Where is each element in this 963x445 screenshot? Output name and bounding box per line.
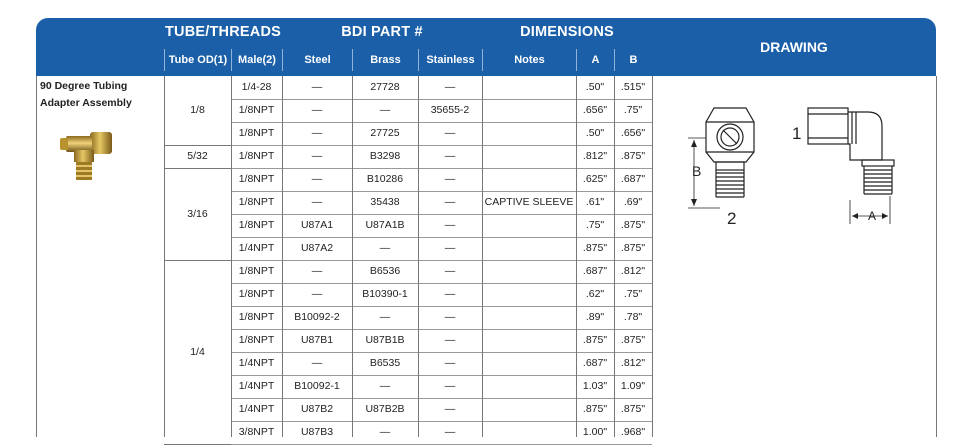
- dimension-b-label: B: [692, 163, 702, 179]
- table-cell-a: .75": [585, 219, 605, 231]
- table-cell-male: 1/8NPT: [238, 334, 275, 346]
- table-cell-brass: —: [379, 242, 391, 254]
- table-cell-b: .687": [620, 173, 646, 185]
- table-cell-brass: U87A1B: [365, 219, 405, 231]
- column-divider: [352, 76, 353, 437]
- table-cell-steel: B10092-2: [294, 311, 340, 323]
- table-cell-brass: B3298: [369, 150, 401, 162]
- table-cell-male: 1/4NPT: [238, 242, 275, 254]
- column-header: A: [576, 49, 614, 71]
- table-cell-male: 1/4NPT: [238, 380, 275, 392]
- table-cell-notes: [482, 329, 576, 352]
- table-cell-notes: [482, 76, 576, 99]
- table-cell-b: .78": [623, 311, 643, 323]
- side-view: [808, 108, 894, 224]
- table-cell-brass: B10390-1: [362, 288, 408, 300]
- table-cell-male: 1/8NPT: [238, 265, 275, 277]
- table-cell-notes: [482, 237, 576, 260]
- table-cell-a: .875": [582, 242, 608, 254]
- table-cell-male: 1/4NPT: [238, 357, 275, 369]
- table-cell-steel: U87B3: [300, 426, 334, 438]
- table-cell-steel: —: [311, 357, 323, 369]
- table-cell-a: .656": [582, 104, 608, 116]
- table-cell-stainless: —: [444, 334, 456, 346]
- callout-1-label: 1: [792, 124, 802, 143]
- table-cell-male: 1/8NPT: [238, 288, 275, 300]
- table-cell-notes: [482, 421, 576, 444]
- table-cell-steel: —: [311, 150, 323, 162]
- table-cell-b: 1.09": [620, 380, 646, 392]
- table-cell-brass: —: [379, 104, 391, 116]
- table-cell-a: .61": [585, 196, 605, 208]
- table-cell-a: 1.00": [582, 426, 608, 438]
- column-divider: [652, 76, 653, 437]
- table-cell-male: 1/4-28: [241, 81, 272, 93]
- table-cell-a: .687": [582, 265, 608, 277]
- column-header: B: [614, 49, 652, 71]
- table-cell-b: .515": [620, 81, 646, 93]
- table-cell-notes: [482, 375, 576, 398]
- table-cell-brass: B6535: [369, 357, 401, 369]
- column-divider: [576, 76, 577, 437]
- table-cell-b: .875": [620, 334, 646, 346]
- table-cell-brass: B10286: [366, 173, 404, 185]
- table-cell-a: .50": [585, 127, 605, 139]
- table-cell-brass: —: [379, 380, 391, 392]
- table-cell-steel: —: [311, 173, 323, 185]
- table-cell-b: .812": [620, 265, 646, 277]
- table-cell-notes: [482, 168, 576, 191]
- table-cell-steel: U87B1: [300, 334, 334, 346]
- table-cell-stainless: —: [444, 150, 456, 162]
- table-cell-notes: [482, 260, 576, 283]
- column-header: Tube OD(1): [164, 49, 231, 71]
- front-view: [688, 108, 754, 208]
- table-cell-a: .812": [582, 150, 608, 162]
- table-cell-brass: B6536: [369, 265, 401, 277]
- table-cell-male: 1/8NPT: [238, 173, 275, 185]
- table-cell-notes: [482, 398, 576, 421]
- table-cell-b: .75": [623, 288, 643, 300]
- table-cell-steel: —: [311, 104, 323, 116]
- column-divider: [418, 76, 419, 437]
- column-header: Notes: [482, 49, 576, 71]
- table-cell-steel: —: [311, 196, 323, 208]
- table-cell-stainless: —: [444, 380, 456, 392]
- column-divider: [36, 76, 37, 437]
- tube-od-cell: 1/4: [190, 346, 205, 358]
- table-cell-brass: U87B2B: [365, 403, 405, 415]
- table-cell-b: .875": [620, 219, 646, 231]
- table-cell-steel: B10092-1: [294, 380, 340, 392]
- table-cell-male: 1/8NPT: [238, 219, 275, 231]
- table-cell-brass: 35438: [370, 196, 400, 208]
- tube-od-cell: 5/32: [187, 150, 208, 162]
- table-cell-b: .875": [620, 403, 646, 415]
- column-header: Steel: [282, 49, 352, 71]
- table-cell-stainless: —: [444, 265, 456, 277]
- table-cell-notes: [482, 283, 576, 306]
- column-header: Stainless: [418, 49, 482, 71]
- table-cell-notes: [482, 99, 576, 122]
- table-cell-male: 1/8NPT: [238, 104, 275, 116]
- table-cell-steel: U87A1: [300, 219, 334, 231]
- table-cell-notes: [482, 145, 576, 168]
- column-divider: [482, 76, 483, 437]
- table-cell-b: .875": [620, 242, 646, 254]
- table-cell-a: .875": [582, 403, 608, 415]
- table-cell-stainless: 35655-2: [430, 104, 470, 116]
- table-cell-brass: —: [379, 311, 391, 323]
- group-header-tube-threads: TUBE/THREADS: [165, 24, 281, 40]
- table-cell-male: 1/4NPT: [238, 403, 275, 415]
- table-cell-male: 1/8NPT: [238, 311, 275, 323]
- table-cell-notes: CAPTIVE SLEEVE: [484, 196, 574, 208]
- product-name-line1: 90 Degree Tubing: [40, 80, 128, 92]
- table-cell-b: .812": [620, 357, 646, 369]
- column-divider: [231, 76, 232, 437]
- table-cell-male: 1/8NPT: [238, 196, 275, 208]
- drawing-header: DRAWING: [760, 39, 828, 55]
- product-name-line2: Adapter Assembly: [40, 97, 132, 109]
- group-header-bdi-part: BDI PART #: [341, 24, 423, 40]
- column-divider: [936, 76, 937, 437]
- tube-od-cell: 1/8: [190, 104, 205, 116]
- table-cell-b: .875": [620, 150, 646, 162]
- table-cell-steel: —: [311, 81, 323, 93]
- table-cell-b: .968": [620, 426, 646, 438]
- table-cell-a: .625": [582, 173, 608, 185]
- table-cell-brass: U87B1B: [365, 334, 405, 346]
- table-cell-stainless: —: [444, 219, 456, 231]
- table-cell-notes: [482, 122, 576, 145]
- table-cell-b: .69": [623, 196, 643, 208]
- table-cell-male: 1/8NPT: [238, 127, 275, 139]
- table-cell-stainless: —: [444, 288, 456, 300]
- column-header: Male(2): [231, 49, 282, 71]
- table-cell-b: .75": [623, 104, 643, 116]
- column-divider: [282, 76, 283, 437]
- table-cell-b: .656": [620, 127, 646, 139]
- table-cell-notes: [482, 352, 576, 375]
- callout-2-label: 2: [727, 209, 737, 228]
- table-cell-a: 1.03": [582, 380, 608, 392]
- table-cell-steel: U87B2: [300, 403, 334, 415]
- table-cell-steel: —: [311, 265, 323, 277]
- table-cell-steel: —: [311, 127, 323, 139]
- table-cell-steel: U87A2: [300, 242, 334, 254]
- table-cell-stainless: —: [444, 242, 456, 254]
- column-divider: [614, 76, 615, 437]
- table-cell-stainless: —: [444, 357, 456, 369]
- table-cell-a: .89": [585, 311, 605, 323]
- table-cell-stainless: —: [444, 196, 456, 208]
- table-cell-stainless: —: [444, 403, 456, 415]
- group-header-dimensions: DIMENSIONS: [520, 24, 614, 40]
- table-cell-brass: 27725: [370, 127, 400, 139]
- table-cell-steel: —: [311, 288, 323, 300]
- product-photo: [56, 126, 120, 192]
- table-cell-brass: 27728: [370, 81, 400, 93]
- table-cell-notes: [482, 306, 576, 329]
- table-cell-male: 3/8NPT: [238, 426, 275, 438]
- table-cell-a: .62": [585, 288, 605, 300]
- table-cell-stainless: —: [444, 173, 456, 185]
- tube-od-cell: 3/16: [187, 208, 208, 220]
- table-cell-male: 1/8NPT: [238, 150, 275, 162]
- table-cell-stainless: —: [444, 81, 456, 93]
- table-cell-notes: [482, 214, 576, 237]
- table-cell-a: .50": [585, 81, 605, 93]
- column-header: Brass: [352, 49, 418, 71]
- dimension-a-label: A: [868, 209, 877, 223]
- table-cell-a: .687": [582, 357, 608, 369]
- column-divider: [164, 76, 165, 437]
- table-cell-stainless: —: [444, 127, 456, 139]
- table-cell-brass: —: [379, 426, 391, 438]
- table-cell-stainless: —: [444, 311, 456, 323]
- table-cell-a: .875": [582, 334, 608, 346]
- table-cell-stainless: —: [444, 426, 456, 438]
